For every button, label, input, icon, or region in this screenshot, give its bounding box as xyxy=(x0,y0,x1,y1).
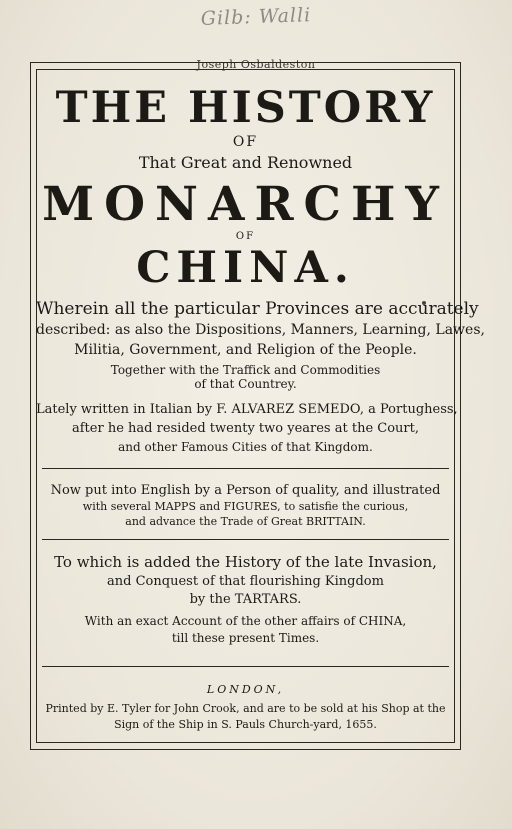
addition-line: To which is added the History of the late Invasion, xyxy=(54,553,437,571)
divider-rule xyxy=(42,539,449,540)
addition-line: With an exact Account of the other affairs of CHINA, xyxy=(84,614,407,628)
description-line: Together with the Traffick and Commodities xyxy=(110,363,381,377)
title-content xyxy=(36,69,485,743)
translation-line: Now put into English by a Person of quality, and illustrated xyxy=(50,483,441,498)
author-line: and other Famous Cities of that Kingdom. xyxy=(118,440,373,454)
owner-inscription: Joseph Osbaldeston xyxy=(196,58,316,71)
addition-line: till these present Times. xyxy=(171,631,320,645)
title-line-3: CHINA. xyxy=(136,243,355,293)
subtitle: That Great and Renowned xyxy=(138,153,353,172)
divider-rule xyxy=(42,468,449,469)
addition-line: by the TARTARS. xyxy=(189,592,302,607)
description-line: Wherein all the particular Provinces are accurately xyxy=(36,299,479,319)
addition-line: and Conquest of that flourishing Kingdom xyxy=(107,574,384,589)
of-line-1: OF xyxy=(232,134,259,150)
imprint-line: Printed by E. Tyler for John Crook, and are to be sold at his Shop at the xyxy=(45,702,446,715)
title-line-1: THE HISTORY xyxy=(55,83,436,133)
imprint-line: Sign of the Ship in S. Pauls Church-yard, 1655. xyxy=(114,718,377,731)
author-line: after he had resided twenty two yeares at the Court, xyxy=(72,421,419,436)
title-line-2: MONARCHY xyxy=(42,177,449,232)
divider-rule xyxy=(42,666,449,667)
imprint-city: LONDON, xyxy=(206,683,285,696)
translation-line: and advance the Trade of Great BRITTAIN. xyxy=(125,515,366,528)
description-line: described: as also the Dispositions, Manners, Learning, Lawes, xyxy=(36,322,485,338)
handwritten-signature: Gilb: Walli xyxy=(200,4,312,30)
author-line: Lately written in Italian by F. ALVAREZ SEMEDO, a Portughess, xyxy=(36,402,458,417)
of-line-2: OF xyxy=(235,231,256,242)
description-line: of that Countrey. xyxy=(194,377,297,391)
description-line: Militia, Government, and Religion of the People. xyxy=(74,342,417,358)
translation-line: with several MAPPS and FIGURES, to satisfie the curious, xyxy=(82,500,409,513)
